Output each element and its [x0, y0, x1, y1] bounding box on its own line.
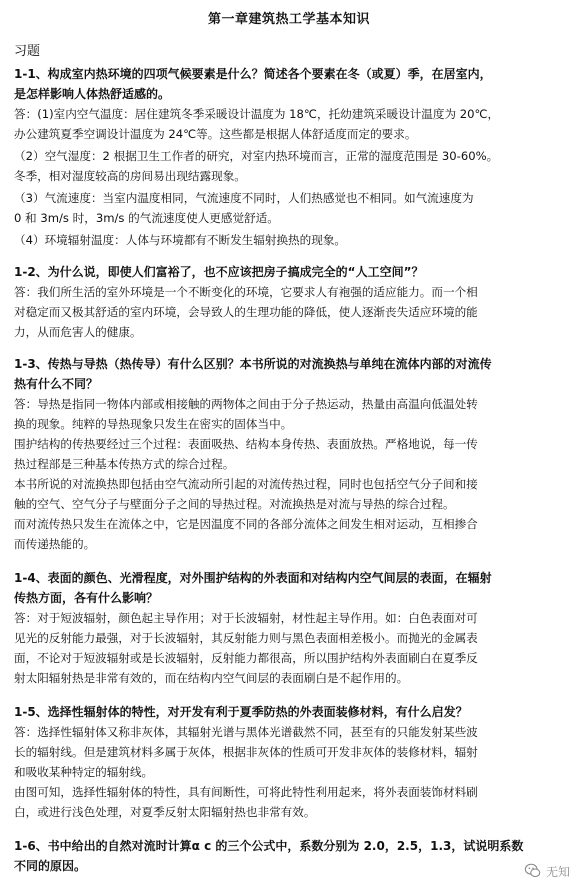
question-line: 不同的原因。: [14, 859, 87, 873]
watermark: [524, 862, 570, 880]
answer-line: 0 和 3m/s 时，3m/s 的气流速度使人更感觉舒适。: [14, 211, 279, 225]
answer-line: （3）气流速度：当室内温度相同，气流速度不同时，人们热感觉也不相同。如气流速度为: [14, 191, 474, 205]
question-line: 1-2、为什么说，即使人们富裕了，也不应该把房子搞成完全的“人工空间”？: [14, 265, 424, 279]
answer-line: 热过程部是三种基本传热方式的综合过程。: [14, 457, 235, 471]
answer-line: 力，从而危害人的健康。: [14, 325, 142, 339]
question-line: 1-1、构成室内热环境的四项气候要素是什么？简述各个要素在冬（或夏）季，在居室内，: [14, 67, 492, 81]
question-line: 热有什么不同？: [14, 377, 99, 391]
answer-line: 答：对于短波辐射，颜色起主导作用；对于长波辐射，材性起主导作用。如：白色表面对可: [14, 611, 478, 625]
answer-line: 面，不论对于短波辐射或是长波辐射，反射能力都很高，所以围护结构外表面刷白在夏季反: [14, 651, 478, 665]
wechat-icon: [524, 862, 542, 880]
answer-line: 答：我们所生活的室外环境是一个不断变化的环境，它要求人有袍强的适应能力。而一个相: [14, 285, 478, 299]
answer-line: （4）环境辐射温度：人体与环境都有不断发生辐射换热的现象。: [14, 233, 347, 247]
answer-line: 冬季，相对湿度较高的房间易出现结露现象。: [14, 169, 246, 183]
question-line: 是怎样影响人体热舒适感的。: [14, 87, 171, 101]
answer-line: 答：(1)室内空气温度：居住建筑冬季采暖设计温度为 18℃，托幼建筑采暖设计温度为 20℃，: [14, 107, 500, 121]
answer-line: 长的辐射线。但是建筑材料多属于灰体，根据非灰体的性质可开发非灰体的装修材料，辐射: [14, 745, 478, 759]
question-line: 1-3、传热与导热（热传导）有什么区别？本书所说的对流换热与单纯在流体内部的对流传: [14, 357, 492, 371]
watermark-text: 无知: [545, 864, 570, 879]
answer-line: 本书所说的对流换热即包括由空气流动所引起的对流传热过程，同时也包括空气分子间和接: [14, 477, 478, 491]
answer-line: 射太阳辐射热是非常有效的，而在结构内空气间层的表面刷白是不起作用的。: [14, 671, 409, 685]
answer-line: 而传递热能的。: [14, 537, 96, 551]
answer-line: 办公建筑夏季空调设计温度为 24℃等。这些都是根据人体舒适度而定的要求。: [14, 127, 417, 141]
answer-line: 而对流传热只发生在流体之中，它是因温度不同的各部分流体之间发生相对运动，互相掺合: [14, 517, 478, 531]
question-line: 1-6、书中给出的自然对流时计算α c 的三个公式中，系数分别为 2.0，2.5，1.3，试说明系数: [14, 839, 524, 853]
question-line: 1-5、选择性辐射体的特性，对开发有利于夏季防热的外表面装修材料，有什么启发？: [14, 705, 468, 719]
answer-line: 白，或进行浅色处理，对夏季反射太阳辐射热也非常有效。: [14, 805, 316, 819]
answer-line: 触的空气、空气分子与壁面分子之间的导热过程。对流换热是对流与导热的综合过程。: [14, 497, 455, 511]
answer-line: 对稳定而又极其舒适的室内环境，会导致人的生理功能的降低，使人逐渐丧失适应环境的能: [14, 305, 478, 319]
answer-line: 答：选择性辐射体又称非灰体，其辐射光谱与黑体光谱截然不同，甚至有的只能发射某些波: [14, 725, 478, 739]
question-line: 传热方面，各有什么影响？: [14, 591, 159, 605]
answer-line: （2）空气湿度：2 根据卫生工作者的研究，对室内热环境而言，正常的湿度范围是 30-60%。: [14, 149, 499, 163]
answer-line: 换的现象。纯粹的导热现象只发生在密实的固体当中。: [14, 417, 293, 431]
answer-line: 和吸收某种特定的辐射线。: [14, 765, 154, 779]
answer-line: 见光的反射能力最强，对于长波辐射，其反射能力则与黑色表面相差极小。而抛光的金属表: [14, 631, 478, 645]
chapter-title: 第一章建筑热工学基本知识: [207, 12, 370, 27]
exercises-heading: 习题: [14, 44, 41, 59]
answer-line: 由图可知，选择性辐射体的特性，具有间断性，可将此特性利用起来，将外表面装饰材料刷: [14, 785, 478, 799]
answer-line: 答：导热是指同一物体内部或相接触的两物体之间由于分子热运动，热量由高温向低温处转: [14, 397, 478, 411]
answer-line: 围护结构的传热要经过三个过程：表面吸热、结构本身传热、表面放热。严格地说，每一传: [14, 437, 478, 451]
question-line: 1-4、表面的颜色、光滑程度，对外围护结构的外表面和对结构内空气间层的表面，在辐射: [14, 571, 492, 585]
